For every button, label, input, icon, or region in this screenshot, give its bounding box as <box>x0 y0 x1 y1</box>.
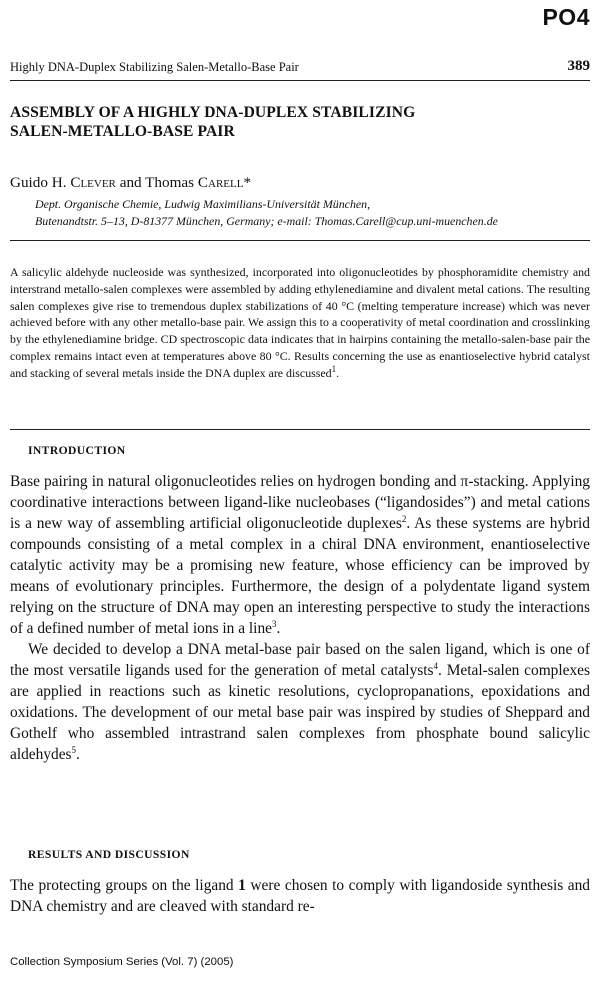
author1-last: Clever <box>70 174 116 191</box>
results-body <box>10 875 590 917</box>
intro-p1-ref-3: 3 <box>272 618 277 629</box>
intro-paragraph-1 <box>10 471 590 639</box>
intro-p2-ref-5: 5 <box>71 744 77 755</box>
author2-last: Carell <box>197 174 244 191</box>
results-heading: RESULTS AND DISCUSSION <box>28 848 190 861</box>
authors <box>10 174 251 192</box>
header-rule <box>10 80 590 81</box>
intro-p2-text-c: . <box>76 746 80 763</box>
abstract-text: A salicylic aldehyde nucleoside was synthesized, incorporated into oligonucleotides by phosphoramidite chemistry and interstrand metallo-salen complexes were assembled by adding ethylenediamine and divalent metal cations. The resulting salen complexes give rise to tremendous duplex stabilizations of 40 °C (melting temperature increase) which was never achieved before with any other metallo-base pair. We assign this to a cooperativity of metal coordination and crosslinking by the ethylenediamine bridge. CD spectroscopic data indicates that in hairpins containing the metallo-salen-base pair the complex remains intact even at temperatures above 80 °C. Results concerning the use as enantioselective hybrid catalyst and stacking of several metals inside the DNA duplex are discussed <box>10 265 590 380</box>
title-line-2: SALEN-METALLO-BASE PAIR <box>10 123 235 140</box>
abstract <box>10 264 590 382</box>
corresponding-mark: * <box>243 174 252 191</box>
paper-code: PO4 <box>542 4 590 30</box>
running-header <box>10 58 590 78</box>
running-title: Highly DNA-Duplex Stabilizing Salen-Metallo-Base Pair <box>10 60 299 74</box>
intro-paragraph-2 <box>10 639 590 765</box>
introduction-body <box>10 471 590 765</box>
title-line-1: ASSEMBLY OF A HIGHLY DNA-DUPLEX STABILIZING <box>10 104 416 121</box>
affiliation-line-1: Dept. Organische Chemie, Ludwig Maximilians-Universität München, <box>35 197 371 211</box>
intro-p2-text-a: We decided to develop a DNA metal-base pair based on the salen ligand, which is one of the most versatile ligands used for the generation of metal catalysts <box>10 641 590 679</box>
results-p1-text-a: The protecting groups on the ligand <box>10 877 239 894</box>
results-paragraph-1 <box>10 875 590 917</box>
results-p1-text-b: were chosen to comply with ligandoside synthesis and DNA chemistry and are cleaved with standard re- <box>10 877 590 915</box>
abstract-rule <box>10 429 590 430</box>
affiliation-line-2: Butenandtstr. 5–13, D-81377 München, Germany; e-mail: Thomas.Carell@cup.uni-muenchen.de <box>35 214 498 228</box>
article-title <box>10 103 590 141</box>
compound-number-1: 1 <box>238 877 246 894</box>
intro-p1-text-c: . <box>276 620 281 637</box>
author1-first: Guido H. <box>10 174 71 191</box>
intro-p1-ref-2: 2 <box>401 513 407 524</box>
intro-p2-ref-4: 4 <box>433 660 439 671</box>
abstract-end: . <box>336 365 340 380</box>
intro-p2-text-b: . Metal-salen complexes are applied in reactions such as kinetic resolutions, cyclopropanations, epoxidations and oxidations. The development of our metal base pair was inspired by studies of Sheppard and Gothelf who assembled intrastrand salen complexes from phosphate bound salicylic aldehydes <box>10 662 590 763</box>
intro-p1-text-a: Base pairing in natural oligonucleotides relies on hydrogen bonding and π-stacking. Applying coordinative interactions between ligand-like nucleobases (“ligandosides”) and metal cations is a new way of assembling artificial oligonucleotide duplexes <box>10 473 590 532</box>
intro-p1-text-b: . As these systems are hybrid compounds consisting of a metal complex in a chiral DNA environment, enantioselective catalytic activity may be a promising new feature, whose efficiency can be improved by means of evolutionary principles. Furthermore, the design of a polydentate ligand system relying on the structure of DNA may open an interesting perspective to study the interactions of a defined number of metal ions in a line <box>10 515 590 637</box>
abstract-ref: 1 <box>331 363 337 374</box>
introduction-heading: INTRODUCTION <box>28 444 126 457</box>
author-joiner: and Thomas <box>115 174 198 191</box>
affiliation-rule <box>10 240 590 241</box>
affiliation <box>35 196 595 230</box>
footer-series: Collection Symposium Series (Vol. 7) (2005) <box>10 956 234 968</box>
page-number: 389 <box>567 58 590 74</box>
